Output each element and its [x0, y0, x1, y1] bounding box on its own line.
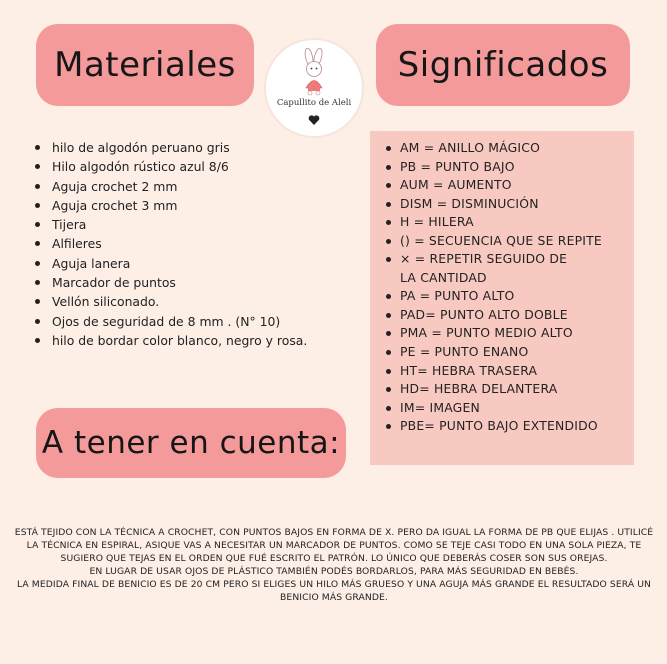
- notes-text: [14, 526, 654, 604]
- logo-text: Capullito de Aleli: [276, 98, 352, 108]
- significados-heading: [376, 24, 630, 106]
- significados-box: [370, 131, 634, 465]
- significados-item: PE = PUNTO ENANO: [386, 343, 602, 362]
- significados-item: PMA = PUNTO MEDIO ALTO: [386, 324, 602, 343]
- materiales-item: Tijera: [34, 215, 344, 234]
- significados-item: H = HILERA: [386, 213, 602, 232]
- significados-item: IM= IMAGEN: [386, 399, 602, 418]
- materiales-item: Aguja crochet 2 mm: [34, 177, 344, 196]
- significados-item: AM = ANILLO MÁGICO: [386, 139, 602, 158]
- materiales-item: Aguja lanera: [34, 254, 344, 273]
- brand-logo: [266, 40, 362, 136]
- significados-item: AUM = AUMENTO: [386, 176, 602, 195]
- notes-paragraph: EN LUGAR DE USAR OJOS DE PLÁSTICO TAMBIÉN PODÉS BORDARLOS, PARA MÁS SEGURIDAD EN BEBÉS.: [89, 566, 579, 577]
- materiales-list: [34, 138, 344, 350]
- significados-item: PA = PUNTO ALTO: [386, 287, 602, 306]
- significados-item: PB = PUNTO BAJO: [386, 158, 602, 177]
- materiales-item: Marcador de puntos: [34, 273, 344, 292]
- notes-paragraph: LA MEDIDA FINAL DE BENICIO ES DE 20 CM PERO SI ELIGES UN HILO MÁS GRUESO Y UNA AGUJA MÁS GRANDE EL RESULTADO SERÁ UN BENICIO MÁS GRANDE.: [16, 579, 652, 603]
- materiales-item: Ojos de seguridad de 8 mm . (N° 10): [34, 312, 344, 331]
- materiales-item: hilo de algodón peruano gris: [34, 138, 344, 157]
- materiales-heading-text: Materiales: [54, 45, 236, 85]
- notes-paragraph: ESTÁ TEJIDO CON LA TÉCNICA A CROCHET, CON PUNTOS BAJOS EN FORMA DE X. PERO DA IGUAL LA FORMA DE PB QUE ELIJAS . UTILICÉ LA TÉCNICA EN ESPIRAL, ASIQUE VAS A NECESITAR UN MARCADOR DE PUNTOS. COMO SE TEJE CASI TODO EN UNA SOLA PIEZA, TE SUGIERO QUE TEJAS EN EL ORDEN QUE FUÉ ESCRITO EL PATRÓN. LO ÚNICO QUE DEBERÁS COSER SON SUS OREJAS.: [14, 527, 654, 564]
- significados-heading-text: Significados: [397, 45, 609, 85]
- tener-en-cuenta-heading: [36, 408, 346, 478]
- significados-item: DISM = DISMINUCIÓN: [386, 195, 602, 214]
- significados-item: × = REPETIR SEGUIDO DE: [386, 250, 602, 269]
- significados-item: () = SECUENCIA QUE SE REPITE: [386, 232, 602, 251]
- significados-item: PBE= PUNTO BAJO EXTENDIDO: [386, 417, 602, 436]
- materiales-item: Hilo algodón rústico azul 8/6: [34, 157, 344, 176]
- materiales-heading: [36, 24, 254, 106]
- materiales-item: hilo de bordar color blanco, negro y rosa.: [34, 331, 344, 350]
- tener-en-cuenta-heading-text: A tener en cuenta:: [41, 425, 341, 461]
- significados-item: LA CANTIDAD: [400, 269, 487, 285]
- heart-icon: [308, 114, 320, 126]
- significados-item: HD= HEBRA DELANTERA: [386, 380, 602, 399]
- significados-item: PAD= PUNTO ALTO DOBLE: [386, 306, 602, 325]
- bunny-illustration: [296, 48, 332, 96]
- materiales-item: Vellón siliconado.: [34, 292, 344, 311]
- significados-list: [386, 139, 602, 436]
- materiales-item: Alfileres: [34, 234, 344, 253]
- significados-item: HT= HEBRA TRASERA: [386, 362, 602, 381]
- materiales-item: Aguja crochet 3 mm: [34, 196, 344, 215]
